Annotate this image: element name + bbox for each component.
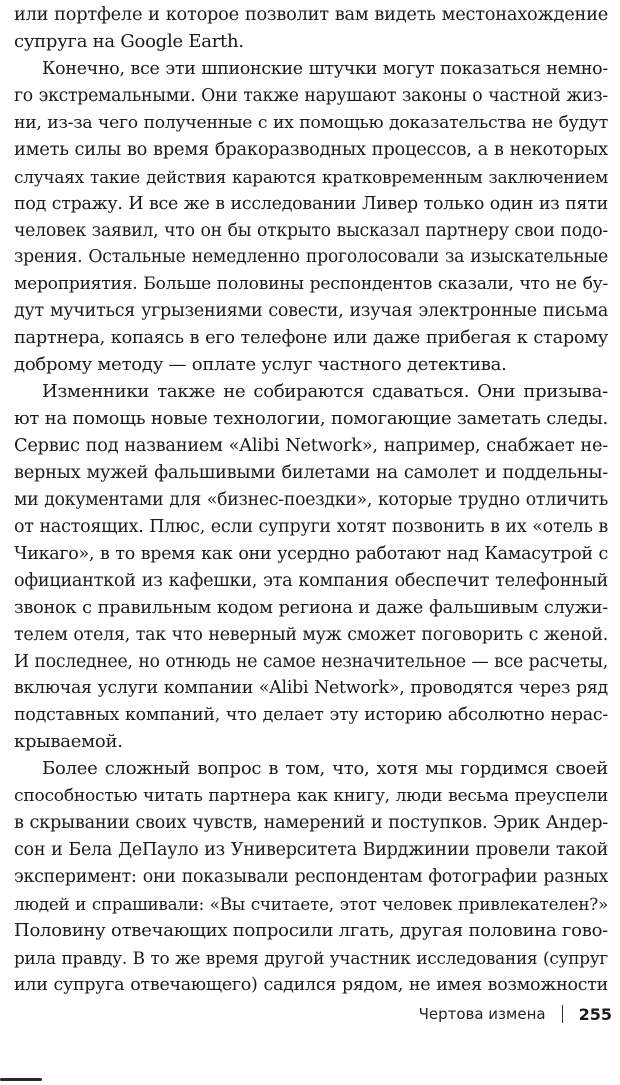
- running-title: Чертова измена: [418, 1005, 546, 1023]
- text-line: человек заявил, что он бы открыто высказал партнеру свои подо-: [14, 220, 608, 241]
- text-line: дут мучиться угрызениями совести, изучая электронные письма: [14, 301, 608, 322]
- text-line: Изменники также не собираются сдаваться. Они призыва-: [42, 381, 608, 403]
- page-body-text: [14, 2, 608, 999]
- text-line: или портфеле и которое позволит вам видеть местонахождение: [14, 4, 608, 25]
- text-line: партнера, копаясь в его телефоне или даже прибегая к старому: [14, 328, 608, 349]
- text-line: рила правду. В то же время другой участник исследования (супруг: [14, 947, 608, 968]
- running-footer: [419, 1000, 612, 1028]
- text-line: супруга на Google Earth.: [14, 30, 244, 52]
- text-line: иметь силы во время бракоразводных процессов, а в некоторых: [14, 138, 608, 160]
- text-line: в скрывании своих чувств, намерений и поступков. Эрик Андер-: [14, 813, 608, 834]
- text-line: случаях такие действия караются кратковременным заключением: [14, 166, 608, 187]
- text-line: ми документами для «бизнес-поездки», которые трудно отличить: [14, 489, 608, 510]
- text-line: доброму методу — оплате услуг частного детектива.: [14, 354, 507, 376]
- text-line: подставных компаний, что делает эту историю абсолютно нерас-: [14, 705, 608, 726]
- text-line: от настоящих. Плюс, если супруги хотят позвонить в их «отель в: [14, 516, 608, 537]
- text-line: включая услуги компании «Alibi Network», проводятся через ряд: [14, 678, 608, 699]
- page-number: 255: [578, 1004, 612, 1024]
- text-line: И последнее, но отнюдь не самое незначительное — все расчеты,: [14, 651, 608, 672]
- text-line: Более сложный вопрос в том, что, хотя мы гордимся своей: [42, 758, 608, 780]
- footer-separator: [562, 1005, 563, 1023]
- text-line: Половину отвечающих попросили лгать, другая половина гово-: [14, 919, 608, 941]
- text-line: телем отеля, так что неверный муж сможет поговорить с женой.: [14, 624, 608, 645]
- text-line: крываемой.: [14, 731, 123, 753]
- text-line: верных мужей фальшивыми билетами на самолет и поддельны-: [14, 461, 608, 483]
- text-line: ют на помощь новые технологии, помогающие заметать следы.: [14, 408, 608, 430]
- text-line: Конечно, все эти шпионские штучки могут показаться немно-: [42, 58, 608, 79]
- text-line: Чикаго», в то время как они усердно работают над Камасутрой с: [14, 543, 608, 564]
- text-line: мероприятия. Больше половины респондентов сказали, что не бу-: [14, 274, 608, 295]
- text-line: под стражу. И все же в исследовании Ливер только один из пяти: [14, 193, 608, 214]
- text-line: сон и Бела ДеПауло из Университета Вирджинии провели такой: [14, 840, 608, 861]
- scan-edge-mark: [0, 1078, 42, 1081]
- text-line: звонок с правильным кодом региона и даже фальшивым служи-: [14, 597, 608, 618]
- text-line: зрения. Остальные немедленно проголосовали за изыскательные: [14, 247, 608, 268]
- text-line: Сервис под названием «Alibi Network», например, снабжает не-: [14, 436, 608, 456]
- text-line: ни, из-за чего полученные с их помощью доказательства не будут: [14, 112, 608, 133]
- text-line: способностью читать партнера как книгу, люди весьма преуспели: [14, 786, 608, 807]
- text-line: людей и спрашивали: «Вы считаете, этот человек привлекателен?»: [14, 893, 608, 914]
- text-line: официанткой из кафешки, эта компания обеспечит телефонный: [14, 570, 608, 591]
- text-line: го экстремальными. Они также нарушают законы о частной жиз-: [14, 85, 608, 106]
- text-line: эксперимент: они показывали респондентам фотографии разных: [14, 867, 608, 887]
- text-line: или супруга отвечающего) садился рядом, не имея возможности: [14, 974, 608, 995]
